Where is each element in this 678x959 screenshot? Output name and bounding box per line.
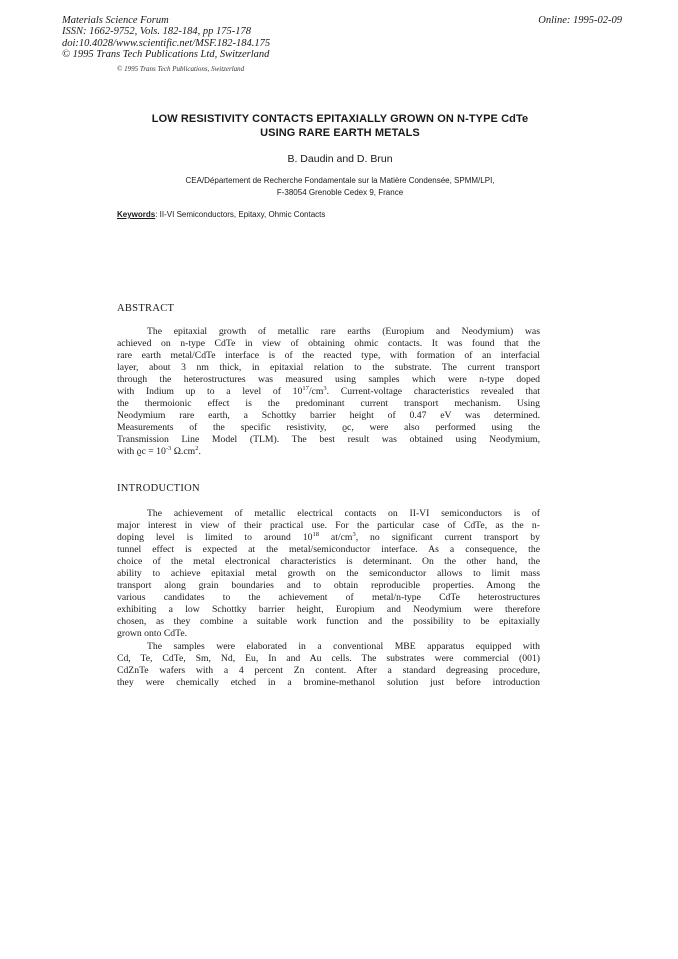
introduction-heading: INTRODUCTION: [117, 483, 200, 494]
text-line: rare earth metal/CdTe interface is of the reacted type, with formation of an interfacial: [117, 350, 540, 362]
journal-issn: ISSN: 1662-9752, Vols. 182-184, pp 175-178: [62, 26, 251, 38]
superscript: 18: [312, 531, 319, 539]
abstract-body: [117, 326, 540, 459]
text-line: Neodymium rare earth, a Schottky barrier height of 0.47 eV was determined.: [117, 410, 540, 422]
online-date: Online: 1995-02-09: [538, 15, 622, 26]
text-fragment: with Indium up to a level of 10: [117, 386, 303, 398]
text-line: The samples were elaborated in a conventional MBE apparatus equipped with: [147, 640, 540, 652]
superscript: 3: [352, 531, 356, 539]
superscript: -3: [165, 445, 172, 453]
text-fragment: with ϱc = 10: [117, 446, 166, 458]
text-line: [117, 446, 540, 458]
text-line: The epitaxial growth of metallic rare earths (Europium and Neodymium) was: [147, 326, 540, 337]
small-copyright: © 1995 Trans Tech Publications, Switzerland: [117, 65, 245, 73]
journal-doi: doi:10.4028/www.scientific.net/MSF.182-184.175: [62, 37, 271, 49]
affiliation-line: F-38054 Grenoble Cedex 9, France: [276, 188, 404, 197]
keywords-label: Keywords: [117, 210, 156, 219]
affiliation-line: CEA/Département de Recherche Fondamentale sur la Matière Condensée, SPMM/LPI,: [185, 176, 495, 185]
text-line: choice of the metal electronical characteristics is determinant. On the other hand, the: [117, 556, 540, 568]
journal-copyright: © 1995 Trans Tech Publications Ltd, Switzerland: [62, 48, 270, 60]
text-line: achieved on n-type CdTe in view of obtaining ohmic contacts. It was found that the: [117, 338, 540, 350]
text-line: through the heterostructures was measured using samples which were n-type doped: [117, 374, 540, 386]
text-line: they were chemically etched in a bromine-methanol solution just before introduction: [117, 676, 540, 688]
text-fragment: doping level is limited to around 10: [117, 532, 313, 544]
text-line: chosen, as they combine a suitable work function and the possibility to be epitaxially: [117, 616, 540, 628]
superscript: 3: [323, 385, 327, 393]
text-line: exhibiting a low Schottky barrier height, Europium and Neodymium were therefore: [117, 604, 540, 616]
paper-title: [100, 112, 580, 140]
text-line: [117, 532, 540, 544]
affiliation: [100, 175, 580, 199]
superscript: 2: [195, 445, 199, 453]
abstract-heading: ABSTRACT: [117, 303, 175, 314]
superscript: 17: [302, 385, 309, 393]
keywords: [117, 209, 562, 220]
text-fragment: , no significant current transport by: [355, 532, 540, 544]
text-line: CdZnTe wafers with a 4 percent Zn content. After a standard degreasing procedure,: [117, 664, 540, 676]
text-line: Measurements of the specific resistivity, ϱc, were also performed using the: [117, 422, 540, 434]
text-line: ability to achieve epitaxial metal growth on the semiconductor allows to limit mass: [117, 568, 540, 580]
keywords-text: : II-VI Semiconductors, Epitaxy, Ohmic Contacts: [155, 210, 326, 219]
introduction-body: [117, 508, 540, 689]
text-fragment: Ω.cm: [171, 446, 196, 458]
text-line: Transmission Line Model (TLM). The best result was obtained using Neodymium,: [117, 434, 540, 446]
text-line: layer, about 3 nm thick, in epitaxial relation to the substrate. The current transport: [117, 362, 540, 374]
text-fragment: /cm: [308, 386, 324, 398]
text-line: transport along grain boundaries and to obtain reproducible properties. Among the: [117, 580, 540, 592]
text-fragment: at/cm: [318, 532, 353, 544]
title-line: USING RARE EARTH METALS: [260, 127, 420, 139]
text-fragment: .: [198, 446, 201, 458]
text-line: Cd, Te, CdTe, Sm, Nd, Eu, In and Au cells. The substrates were commercial (001): [117, 652, 540, 664]
text-fragment: . Current-voltage characteristics revealed that: [326, 386, 540, 398]
journal-name: Materials Science Forum: [62, 15, 169, 26]
title-line: LOW RESISTIVITY CONTACTS EPITAXIALLY GROWN ON N-TYPE CdTe: [151, 113, 529, 125]
text-line: major interest in view of their practical use. For the particular case of CdTe, as the n-: [117, 520, 540, 532]
text-line: tunnel effect is expected at the metal/semiconductor interface. As a consequence, the: [117, 544, 540, 556]
authors: B. Daudin and D. Brun: [287, 153, 393, 165]
text-line: the thermoionic effect is the predominant current transport mechanism. Using: [117, 398, 540, 410]
text-line: [117, 386, 540, 398]
text-line: grown onto CdTe.: [117, 628, 188, 640]
text-line: various candidates to the achievement of metal/n-type CdTe heterostructures: [117, 592, 540, 604]
text-line: The achievement of metallic electrical contacts on II-VI semiconductors is of: [147, 508, 540, 519]
